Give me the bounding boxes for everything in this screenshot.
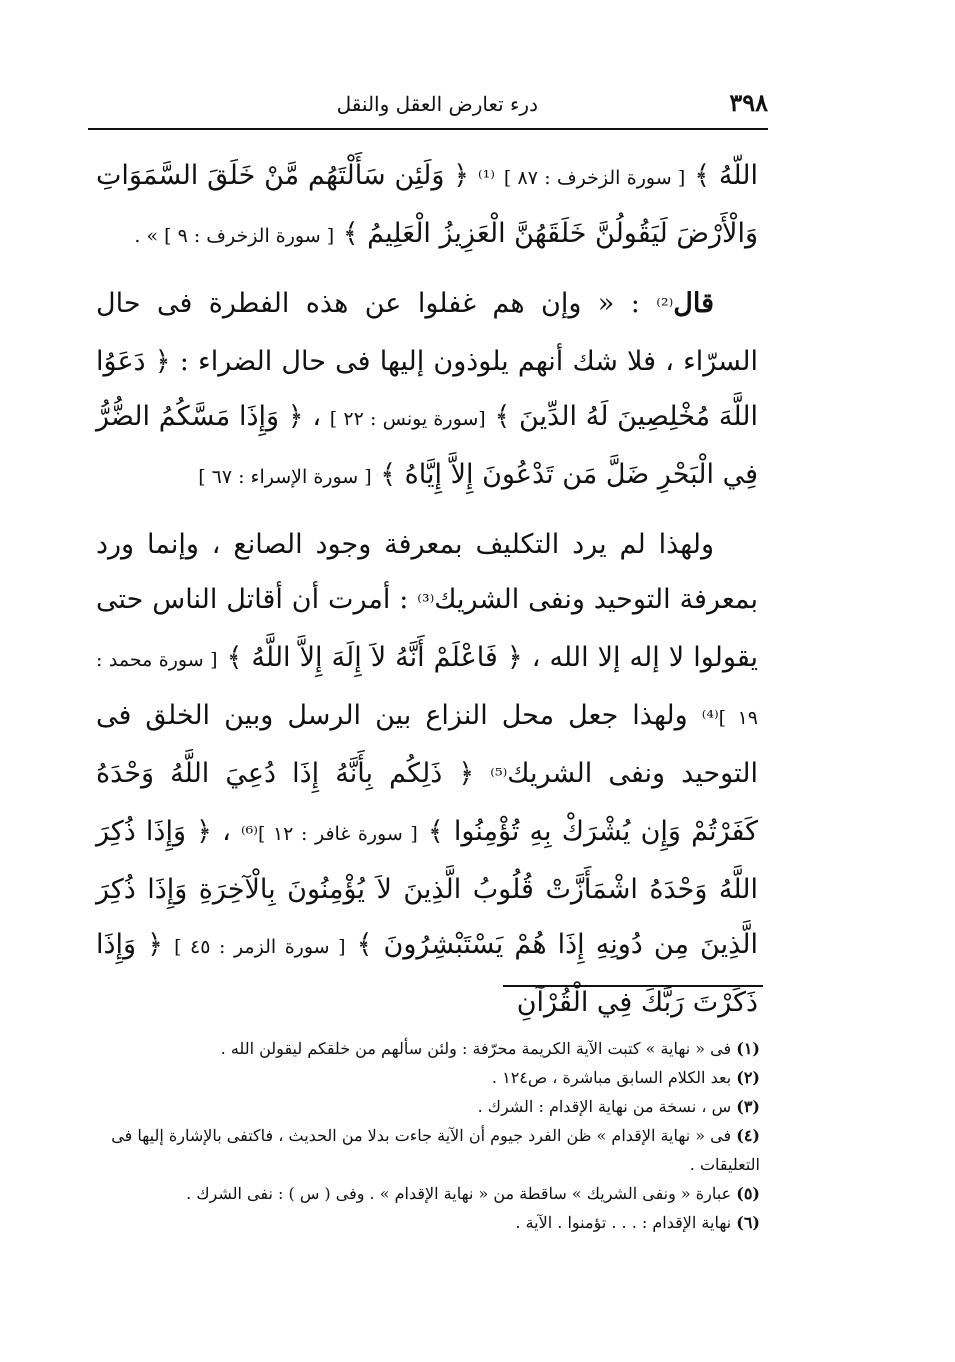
footnote-marker: ⁽⁴⁾ [701, 707, 719, 729]
verse: ﴿ وَلَئِن سَأَلْتَهُم مَّنْ خَلَقَ السَّمَوَاتِ [96, 160, 470, 191]
said-word: قال [673, 288, 714, 319]
verse: وَالْأَرْضَ لَيَقُولُنَّ خَلَقَهُنَّ الْعَزِيزُ الْعَلِيمُ ﴾ [342, 218, 758, 249]
surah-ref: [ سورة الزخرف : ٨٧ ] [503, 167, 686, 189]
footnote [108, 1208, 760, 1237]
surah-ref: [ سورة الإسراء : ٦٧ ] [198, 466, 372, 488]
text: : أمرت أن أقاتل الناس حتى يقولوا لا إله إلا الله ، ﴿ فَاعْلَمْ أَنَّهُ لاَ إِلَهَ إِلاَّ اللَّهُ ﴾ [96, 584, 758, 673]
verse: ، ﴿ وَإِذَا ذُكِرَ اللَّهُ وَحْدَهُ اشْمَأَزَّتْ قُلُوبُ الَّذِينَ لاَ يُؤْمِنُونَ بِالْآخِرَةِ وَإِذَا ذُكِرَ الَّذِينَ مِن دُونِهِ إِذَا هُمْ يَسْتَبْشِرُونَ ﴾ [96, 816, 758, 960]
footnote [108, 1034, 760, 1063]
paragraph-2 [96, 276, 758, 505]
footnote-text: عبارة « ونفى الشريك » ساقطة من « نهاية الإقدام » . وفى ( س ) : نفى الشرك . [186, 1184, 732, 1203]
main-text [96, 148, 758, 1030]
footnote-number: (٢) [736, 1068, 760, 1087]
footnote-text: نهاية الإقدام : . . . تؤمنوا . الآية . [515, 1213, 732, 1232]
verse: ﴿ وَإِذَا ذَكَرْتَ رَبَّكَ فِي الْقُرْآنِ [96, 929, 758, 1018]
footnote-marker: ⁽⁵⁾ [490, 765, 508, 787]
page-header [88, 88, 768, 122]
surah-ref: [ سورة غافر : ١٢ ] [257, 823, 418, 845]
footnote-text: بعد الكلام السابق مباشرة ، ص١٢٤ . [491, 1068, 732, 1087]
verse: ﴿ ذَلِكُم بِأَنَّهُ إِذَا دُعِيَ اللَّهُ وَحْدَهُ كَفَرْتُمْ وَإِن يُشْرَكْ بِهِ تُؤْمِنُوا ﴾ [96, 758, 758, 847]
footnote [108, 1121, 760, 1179]
text: ولهذا جعل محل النزاع بين الرسل وبين الخلق فى التوحيد ونفى الشريك [96, 700, 758, 789]
footnote-marker: ⁽³⁾ [417, 591, 435, 613]
surah-ref: [سورة يونس : ٢٢ ] [329, 408, 486, 430]
page-number: ٣٩٨ [729, 88, 768, 117]
header-rule [88, 128, 768, 130]
paragraph-1 [96, 148, 758, 264]
footnotes [108, 1034, 760, 1237]
paragraph-3 [96, 517, 758, 1030]
verse-end: اللّهُ ﴾ [694, 160, 758, 191]
footnote [108, 1063, 760, 1092]
footnote-number: (٣) [736, 1097, 760, 1116]
footnote-number: (١) [736, 1039, 760, 1058]
surah-ref: [ سورة الزخرف : ٩ ] » . [134, 225, 335, 247]
footnote-text: س ، نسخة من نهاية الإقدام : الشرك . [477, 1097, 732, 1116]
surah-ref: [ سورة محمد : ١٩ ] [96, 649, 758, 729]
footnote-number: (٤) [736, 1126, 760, 1145]
footnote-rule [503, 985, 763, 987]
footnote-number: (٥) [736, 1184, 760, 1203]
footnote-number: (٦) [736, 1213, 760, 1232]
footnote-text: فى « نهاية » كتبت الآية الكريمة محرّفة : ولئن سألهم من خلقكم ليقولن الله . [220, 1039, 732, 1058]
text: : « وإن هم غفلوا عن هذه الفطرة فى حال السرّاء ، فلا شك أنهم يلوذون إليها فى حال الضراء : ﴿ دَعَوُا اللَّهَ مُخْلِصِينَ لَهُ الدِّينَ ﴾ [96, 288, 759, 432]
footnote-marker: ⁽¹⁾ [477, 167, 495, 189]
footnote [108, 1092, 760, 1121]
footnote-text: فى « نهاية الإقدام » ظن الفرد جيوم أن الآية جاءت بدلا من الحديث ، فاكتفى بالإشارة إليها فى التعليقات . [111, 1126, 760, 1174]
running-title: درء تعارض العقل والنقل [336, 92, 538, 116]
verse: ، ﴿ وَإِذَا مَسَّكُمُ الضُّرُّ فِي الْبَحْرِ ضَلَّ مَن تَدْعُونَ إِلاَّ إِيَّاهُ ﴾ [96, 401, 758, 490]
footnote-marker: ⁽⁶⁾ [240, 823, 258, 845]
footnote [108, 1179, 760, 1208]
text: ولهذا لم يرد التكليف بمعرفة وجود الصانع ، وإنما ورد بمعرفة التوحيد ونفى الشريك [96, 529, 758, 615]
surah-ref: [ سورة الزمر : ٤٥ ] [174, 936, 346, 958]
footnote-marker: ⁽²⁾ [656, 295, 674, 317]
